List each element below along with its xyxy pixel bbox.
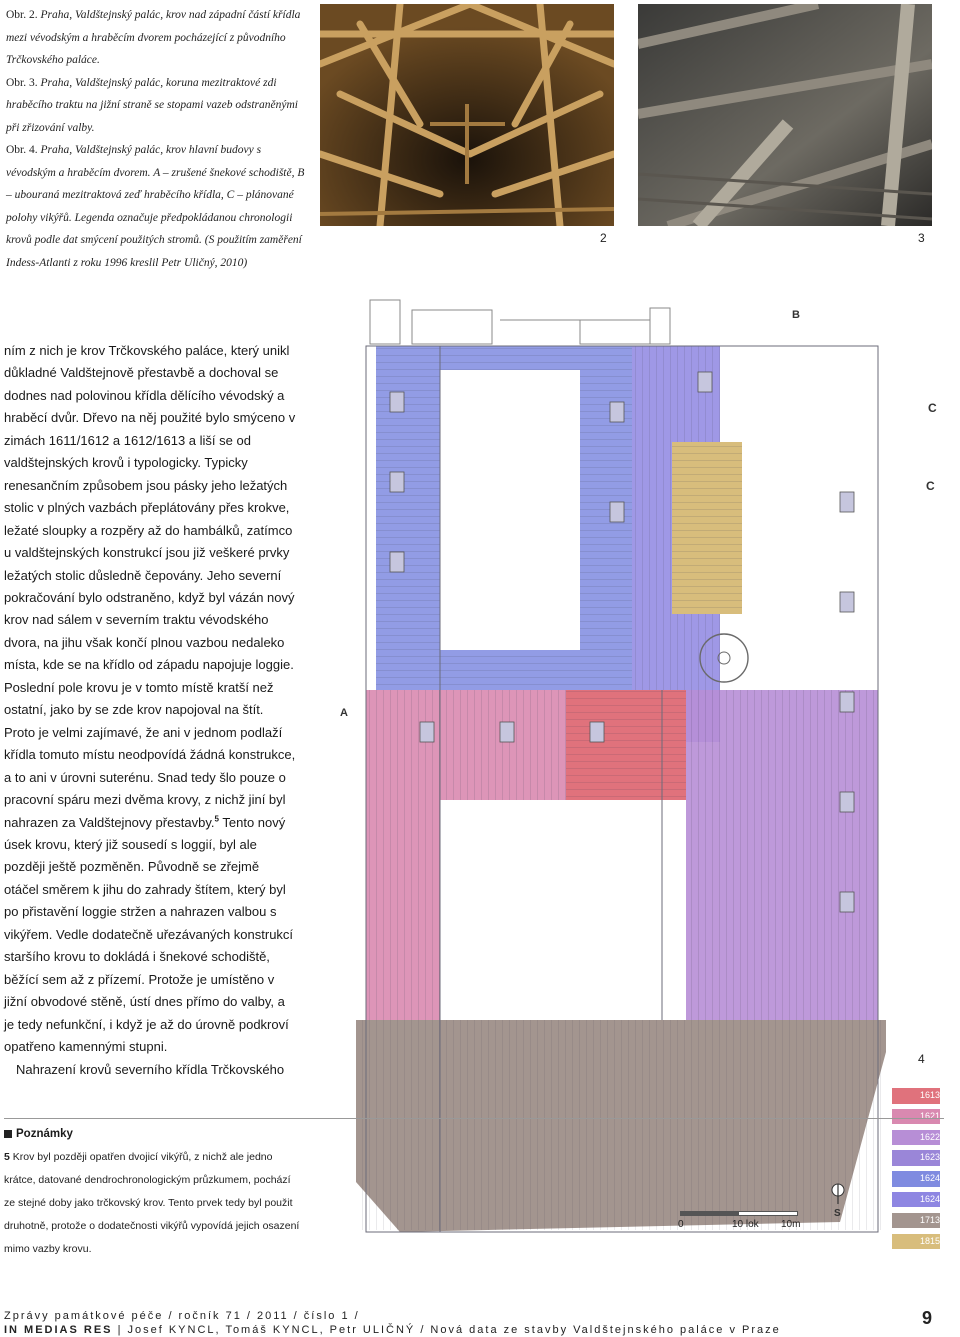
- figure-number-3: 3: [918, 231, 925, 245]
- marker-c1: C: [928, 401, 937, 415]
- figure-caption: [6, 4, 306, 274]
- legend-item-1621: 1621: [892, 1109, 940, 1125]
- footnote-ref: 5: [214, 814, 219, 824]
- obr2-label: Obr. 2.: [6, 9, 38, 21]
- body-paragraph-3: Nahrazení krovů severního křídla Trčkovského: [16, 1061, 285, 1077]
- notes-section: [4, 1128, 304, 1261]
- figure-number-2: 2: [600, 231, 607, 245]
- svg-text:S: S: [834, 1208, 841, 1219]
- scale-zero: 0: [678, 1219, 684, 1230]
- photo-roof-truss: [320, 4, 614, 226]
- photo-wall-crown: [638, 4, 932, 226]
- note-text: Krov byl později opatřen dvojicí vikýřů, z nichž ale jedno krátce, datované dendrochronologickým průzkumem, pochází ze stejné doby jako trčkovský krov. Tento prvek tedy byl použit druhotně, protože o dodatečnosti vikýřů vypovídá jejich osazení mimo vazby krovu.: [4, 1151, 300, 1255]
- chronology-legend: [892, 1088, 946, 1254]
- courtyard-north: [440, 370, 580, 650]
- obr4-label: Obr. 4.: [6, 144, 38, 156]
- legend-item-1613: 1613: [892, 1088, 940, 1104]
- obr3-label: Obr. 3.: [6, 76, 38, 89]
- legend-item-1624plus: 1624+: [892, 1192, 940, 1208]
- notes-divider: [4, 1118, 944, 1119]
- legend-item-1623: 1623: [892, 1150, 940, 1166]
- scale-mid: 10 lok: [732, 1219, 759, 1230]
- page-number: 9: [921, 1308, 932, 1328]
- obr3-text: Praha, Valdštejnský palác, koruna mezitraktové zdi hraběcího traktu na jižní straně se stopami vazeb odstraněnými při zřizování valby.: [6, 76, 298, 134]
- square-bullet-icon: [4, 1130, 12, 1138]
- body-text: [4, 340, 296, 1081]
- notes-heading: Poznámky: [4, 1128, 304, 1140]
- note-5: [4, 1146, 304, 1261]
- figure-number-4: 4: [918, 1052, 925, 1066]
- scale-end: 10m: [781, 1219, 801, 1230]
- roof-plan-drawing: [320, 292, 960, 1282]
- footer-article-info: IN MEDIAS RES | Josef KYNCL, Tomáš KYNCL, Petr ULIČNÝ / Nová data ze stavby Valdštejnského paláce v Praze: [4, 1324, 781, 1336]
- obr4-text: Praha, Valdštejnský palác, krov hlavní budovy s vévodským a hraběcím dvorem. A – zrušené šnekové schodiště, B – ubouraná mezitraktová zeď hraběcího křídla, C – plánované polohy vikýřů. Legenda označuje předpokládanou chronologii krovů podle dat smýcení použitých stromů. (S použitím zaměření Indess-Atlanti z roku 1996 kreslil Petr Uličný, 2010): [6, 144, 305, 269]
- legend-item-1713: 1713: [892, 1213, 940, 1229]
- marker-c2: C: [926, 479, 935, 493]
- courtyard-south: [440, 800, 662, 1020]
- legend-item-1624: 1624: [892, 1171, 940, 1187]
- scale-bar: [678, 1205, 808, 1231]
- footer-authors-title: Josef KYNCL, Tomáš KYNCL, Petr ULIČNÝ / Nová data ze stavby Valdštejnského paláce v Praze: [127, 1324, 781, 1336]
- marker-b: B: [792, 309, 800, 321]
- marker-a: A: [340, 707, 348, 719]
- page-footer: [4, 1309, 956, 1337]
- footer-section: IN MEDIAS RES: [4, 1324, 113, 1336]
- legend-item-1815: 1815: [892, 1234, 940, 1250]
- footer-journal-info: Zprávy památkové péče / ročník 71 / 2011 / číslo 1 /: [4, 1310, 360, 1322]
- body-paragraph-1: ním z nich je krov Trčkovského paláce, který unikl důkladné Valdštejnově přestavbě a dochoval se dodnes nad polovinou křídla dělícího vévodský a hraběcí dvůr. Dřevo na něj použité bylo smýceno v zimách 1611/1612 a 1612/1613 a liší se od valdštejnských krovů i typologicky. Typicky renesančním způsobem jsou pásky jeho ležatých stolic v plných vazbách přeplátovány přes krokve, ležaté sloupky a rozpěry až do hambálků, zatímco u valdštejnských konstrukcí jsou již veškeré prvky ležatých stolic důsledně čepovány. Jeho severní pokračování bylo odstraněno, když byl vázán nový krov nad sálem v severním traktu vévodského dvora, na jihu však končí plnou vazbou nedaleko místa, kde se na křídlo od západu napojuje loggie. Poslední pole krovu je v tomto místě kratší než ostatní, jako by se zde krov napojoval na štít. Proto je velmi zajímavé, že ani v jednom podlaží křídla tomuto místu neodpovídá žádná konstrukce, a to ani v úrovni suterénu. Snad tedy šlo pouze o pracovní spáru mezi dvěma krovy, z nichž jiní byl nahrazen za Valdštejnovy přestavby.$^5$ Tento nový úsek krovu, který již sousedí s loggií, byl ale později ještě pozměněn. Původně se zřejmě otáčel směrem k jihu do zahrady štítem, který byl po přistavění loggie stržen a nahrazen valbou s vikýřem. Vedle dodatečně uřezávaných konstrukcí staršího krovu to dokládá i šnekové schodiště, běžící sem až z přízemí. Protože je umístěno v jižní obvodové stěně, ústí dnes přímo do valby, a je tedy nefunkční, i když je až do úrovně podkroví opatřeno kamennými stupni.: [4, 343, 296, 1055]
- scale-bar-graphic: [680, 1211, 798, 1216]
- legend-item-1622: 1622: [892, 1130, 940, 1146]
- body-paragraph-2: Tento nový úsek krovu, který již sousedí s loggií, byl ale později ještě pozměněn. Původně se zřejmě otáčel směrem k jihu do zahrady štítem, který byl po přistavění loggie stržen a nahrazen valbou s vikýřem. Vedle dodatečně uřezávaných konstrukcí staršího krovu to dokládá i šnekové schodiště, běžící sem až z přízemí. Protože je umístěno v jižní obvodové stěně, ústí dnes přímo do valby, a je tedy nefunkční, i když je až do úrovně podkroví opatřeno kamennými stupni.: [4, 814, 294, 1055]
- obr2-text: Praha, Valdštejnský palác, krov nad západní částí křídla mezi vévodským a hraběcím dvorem pocházející z původního Trčkovského paláce.: [6, 9, 301, 66]
- note-number: 5: [4, 1151, 10, 1163]
